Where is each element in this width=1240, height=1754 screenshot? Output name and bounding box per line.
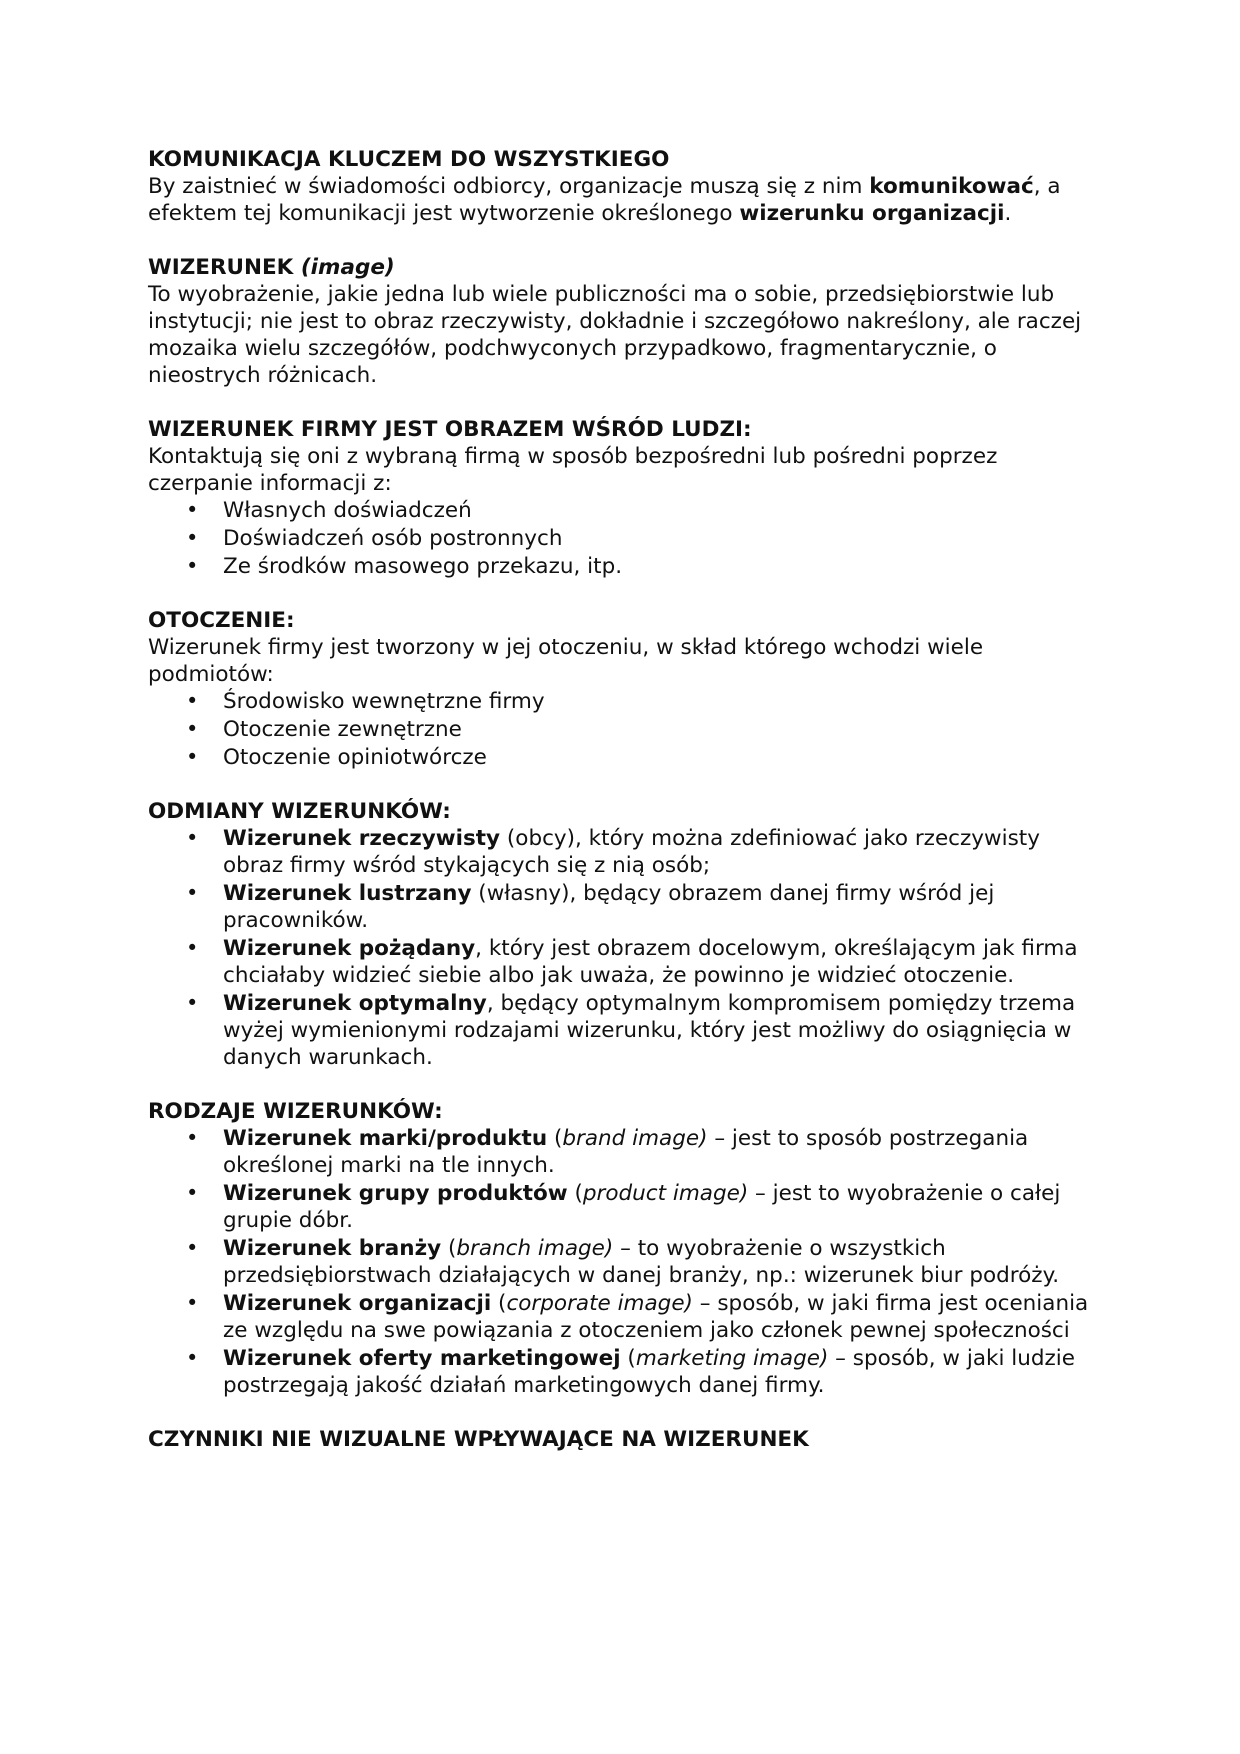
bold-term: Wizerunek marki/produktu: [223, 1126, 548, 1151]
bold-term: Wizerunek oferty marketingowej: [223, 1346, 621, 1371]
paragraph: Kontaktują się oni z wybraną firmą w sposób bezpośredni lub pośredni poprzez czerpanie informacji z:: [148, 444, 998, 496]
item-text: , który jest obrazem docelowym, określającym jak firma chciałaby widzieć siebie albo jak uważa, że powinno je widzieć otoczenie.: [223, 936, 1078, 988]
item-text: , będący optymalnym kompromisem pomiędzy trzema wyżej wymienionymi rodzajami wizerunku, który jest możliwy do osiągnięcia w danych warunkach.: [223, 991, 1076, 1070]
section-heading: RODZAJE WIZERUNKÓW:: [148, 1099, 443, 1124]
bold-term: Wizerunek pożądany: [223, 936, 476, 961]
list-item: [223, 880, 1098, 934]
paragraph: Wizerunek firmy jest tworzony w jej otoczeniu, w skład którego wchodzi wiele podmiotów:: [148, 635, 984, 687]
document-body: [148, 146, 1098, 1480]
list-item: [223, 825, 1098, 879]
item-text: (: [620, 1346, 636, 1371]
item-text: – jest to sposób postrzegania określonej marki na tle innych.: [223, 1126, 1029, 1178]
section-heading: [148, 254, 1098, 281]
item-text: (: [491, 1291, 507, 1316]
bold-term: Wizerunek optymalny: [223, 991, 487, 1016]
section-czynniki: [148, 1426, 1098, 1453]
list-item: [223, 1180, 1098, 1234]
item-text: – sposób, w jaki ludzie postrzegają jakość działań marketingowych danej firmy.: [223, 1346, 1075, 1398]
section-odmiany: [148, 798, 1098, 1071]
list-item: • Doświadczeń osób postronnych: [223, 525, 1098, 552]
text: , a efektem tej komunikacji jest wytworzenie określonego: [148, 174, 1061, 226]
bullet-list: [148, 1125, 1098, 1399]
item-text: (obcy), który można zdefiniować jako rzeczywisty obraz firmy wśród stykających się z nią osób;: [223, 826, 1040, 878]
bold-term: Wizerunek rzeczywisty: [223, 826, 501, 851]
italic-term: brand image): [562, 1126, 708, 1151]
italic-term: marketing image): [635, 1346, 829, 1371]
section-heading: OTOCZENIE:: [148, 608, 295, 633]
list-item: • Własnych doświadczeń: [223, 497, 1098, 524]
italic-term: product image): [582, 1181, 749, 1206]
section-heading: CZYNNIKI NIE WIZUALNE WPŁYWAJĄCE NA WIZERUNEK: [148, 1427, 809, 1452]
section-rodzaje: [148, 1098, 1098, 1399]
list-item: [223, 1125, 1098, 1179]
heading-italic: (image): [300, 255, 395, 280]
text: .: [1004, 201, 1012, 226]
section-wizerunek: [148, 254, 1098, 389]
italic-term: branch image): [456, 1236, 614, 1261]
item-text: – to wyobrażenie o wszystkich przedsiębiorstwach działających w danej branży, np.: wizerunek biur podróży.: [223, 1236, 1060, 1288]
bold-term: Wizerunek grupy produktów: [223, 1181, 568, 1206]
item-text: (własny), będący obrazem danej firmy wśród jej pracowników.: [223, 881, 995, 933]
bold-text: wizerunku organizacji: [739, 201, 1005, 226]
list-item: [223, 1345, 1098, 1399]
bullet-list: [148, 497, 1098, 580]
item-text: (: [567, 1181, 583, 1206]
section-heading: WIZERUNEK FIRMY JEST OBRAZEM WŚRÓD LUDZI:: [148, 417, 752, 442]
list-item: • Otoczenie opiniotwórcze: [223, 744, 1098, 771]
heading-text: WIZERUNEK: [148, 255, 301, 280]
list-item: • Środowisko wewnętrzne firmy: [223, 688, 1098, 715]
list-item: [223, 1290, 1098, 1344]
bullet-list: [148, 825, 1098, 1071]
bold-term: Wizerunek lustrzany: [223, 881, 472, 906]
list-item: • Ze środków masowego przekazu, itp.: [223, 553, 1098, 580]
item-text: (: [441, 1236, 457, 1261]
paragraph: [148, 173, 1098, 227]
section-otoczenie: [148, 607, 1098, 771]
bold-term: Wizerunek branży: [223, 1236, 442, 1261]
item-text: (: [547, 1126, 563, 1151]
list-item: [223, 1235, 1098, 1289]
bullet-list: [148, 688, 1098, 771]
text: By zaistnieć w świadomości odbiorcy, organizacje muszą się z nim: [148, 174, 870, 199]
bold-term: Wizerunek organizacji: [223, 1291, 492, 1316]
paragraph: To wyobrażenie, jakie jedna lub wiele publiczności ma o sobie, przedsiębiorstwie lub instytucji; nie jest to obraz rzeczywisty, dokładnie i szczegółowo nakreślony, ale raczej mozaika wielu szczegółów, podchwyconych przypadkowo, fragmentarycznie, o nieostrych różnicach.: [148, 282, 1082, 388]
section-heading: ODMIANY WIZERUNKÓW:: [148, 799, 451, 824]
item-text: – sposób, w jaki firma jest oceniania ze względu na swe powiązania z otoczeniem jako członek pewnej społeczności: [223, 1291, 1089, 1343]
list-item: [223, 990, 1098, 1071]
section-heading: KOMUNIKACJA KLUCZEM DO WSZYSTKIEGO: [148, 147, 670, 172]
italic-term: corporate image): [506, 1291, 693, 1316]
section-komunikacja: [148, 146, 1098, 227]
list-item: • Otoczenie zewnętrzne: [223, 716, 1098, 743]
item-text: – jest to wyobrażenie o całej grupie dóbr.: [223, 1181, 1061, 1233]
bold-text: komunikować: [869, 174, 1034, 199]
section-obraz: [148, 416, 1098, 580]
list-item: [223, 935, 1098, 989]
